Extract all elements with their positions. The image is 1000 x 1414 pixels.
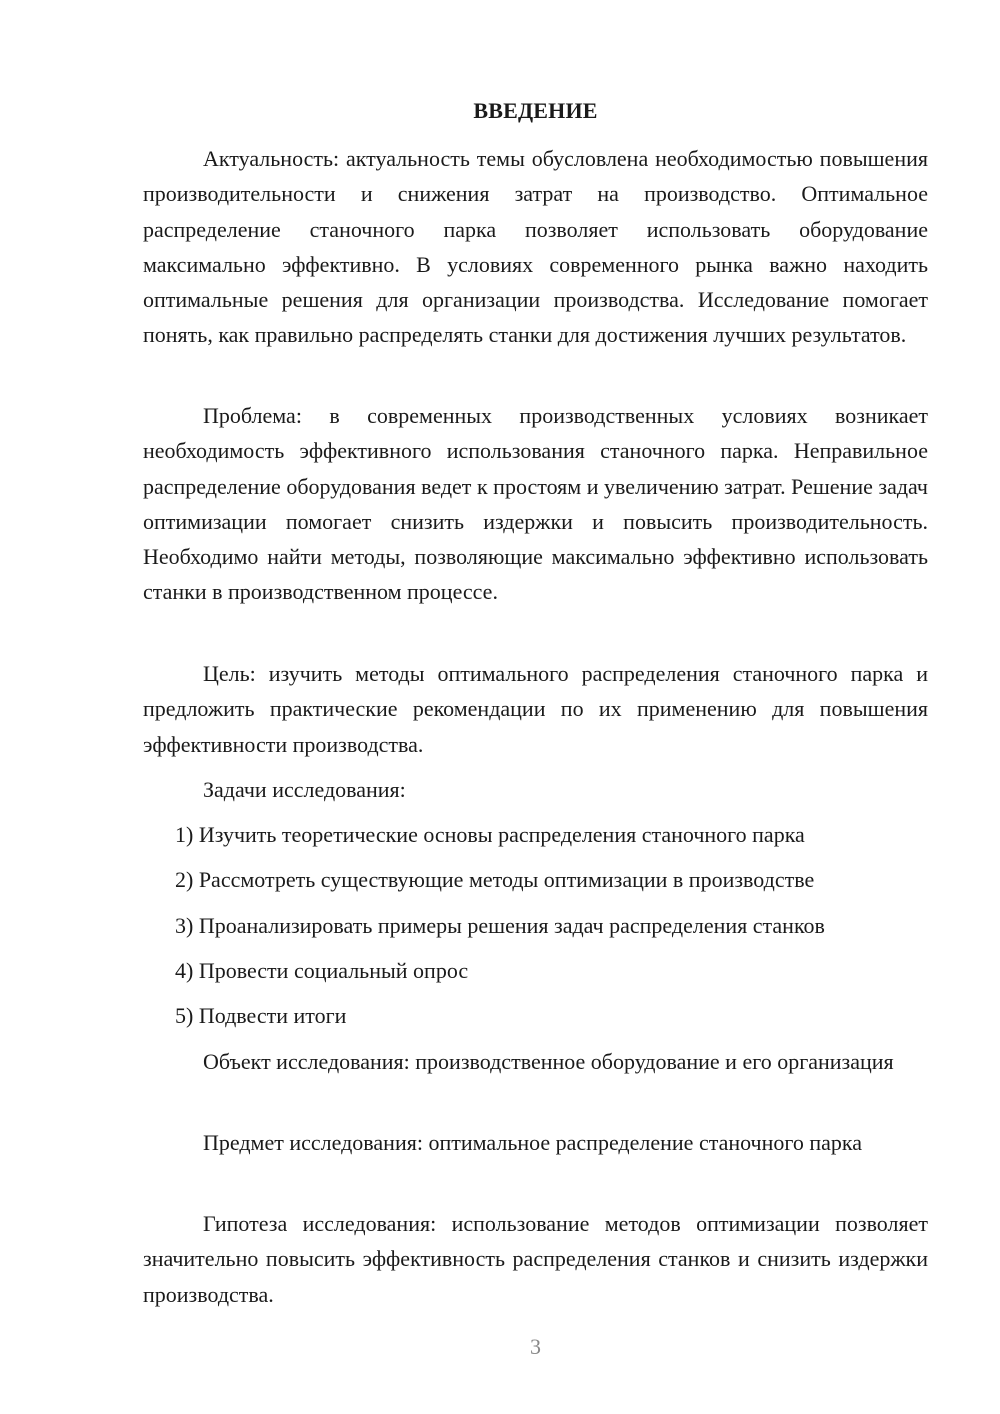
tasks-title: Задачи исследования:	[203, 777, 406, 802]
page-title: ВВЕДЕНИЕ	[473, 98, 598, 123]
document-page	[143, 0, 928, 1414]
subject-paragraph: Предмет исследования: оптимальное распределение станочного парка	[203, 1130, 863, 1155]
task-item: 5) Подвести итоги	[175, 1003, 347, 1028]
task-item: 1) Изучить теоретические основы распределения станочного парка	[175, 822, 805, 847]
task-item: 2) Рассмотреть существующие методы оптимизации в производстве	[175, 867, 815, 892]
relevance-paragraph: Актуальность: актуальность темы обусловлена необходимостью повышения производительности и снижения затрат на производство. Оптимальное распределение станочного парка позволяет использовать оборудование максимально эффективно. В условиях современного рынка важно находить оптимальные решения для организации производства. Исследование помогает понять, как правильно распределять станки для достижения лучших результатов.	[143, 146, 928, 348]
object-paragraph: Объект исследования: производственное оборудование и его организация	[203, 1049, 894, 1074]
problem-paragraph: Проблема: в современных производственных условиях возникает необходимость эффективного использования станочного парка. Неправильное распределение оборудования ведет к простоям и увеличению затрат. Решение задач оптимизации помогает снизить издержки и повысить производительность. Необходимо найти методы, позволяющие максимально эффективно использовать станки в производственном процессе.	[143, 403, 928, 605]
page-number: 3	[530, 1334, 541, 1359]
hypothesis-paragraph: Гипотеза исследования: использование методов оптимизации позволяет значительно повысить эффективность распределения станков и снизить издержки производства.	[143, 1211, 928, 1307]
task-item: 4) Провести социальный опрос	[175, 958, 469, 983]
task-item: 3) Проанализировать примеры решения задач распределения станков	[175, 913, 825, 938]
goal-paragraph: Цель: изучить методы оптимального распределения станочного парка и предложить практические рекомендации по их применению для повышения эффективности производства.	[143, 661, 928, 757]
